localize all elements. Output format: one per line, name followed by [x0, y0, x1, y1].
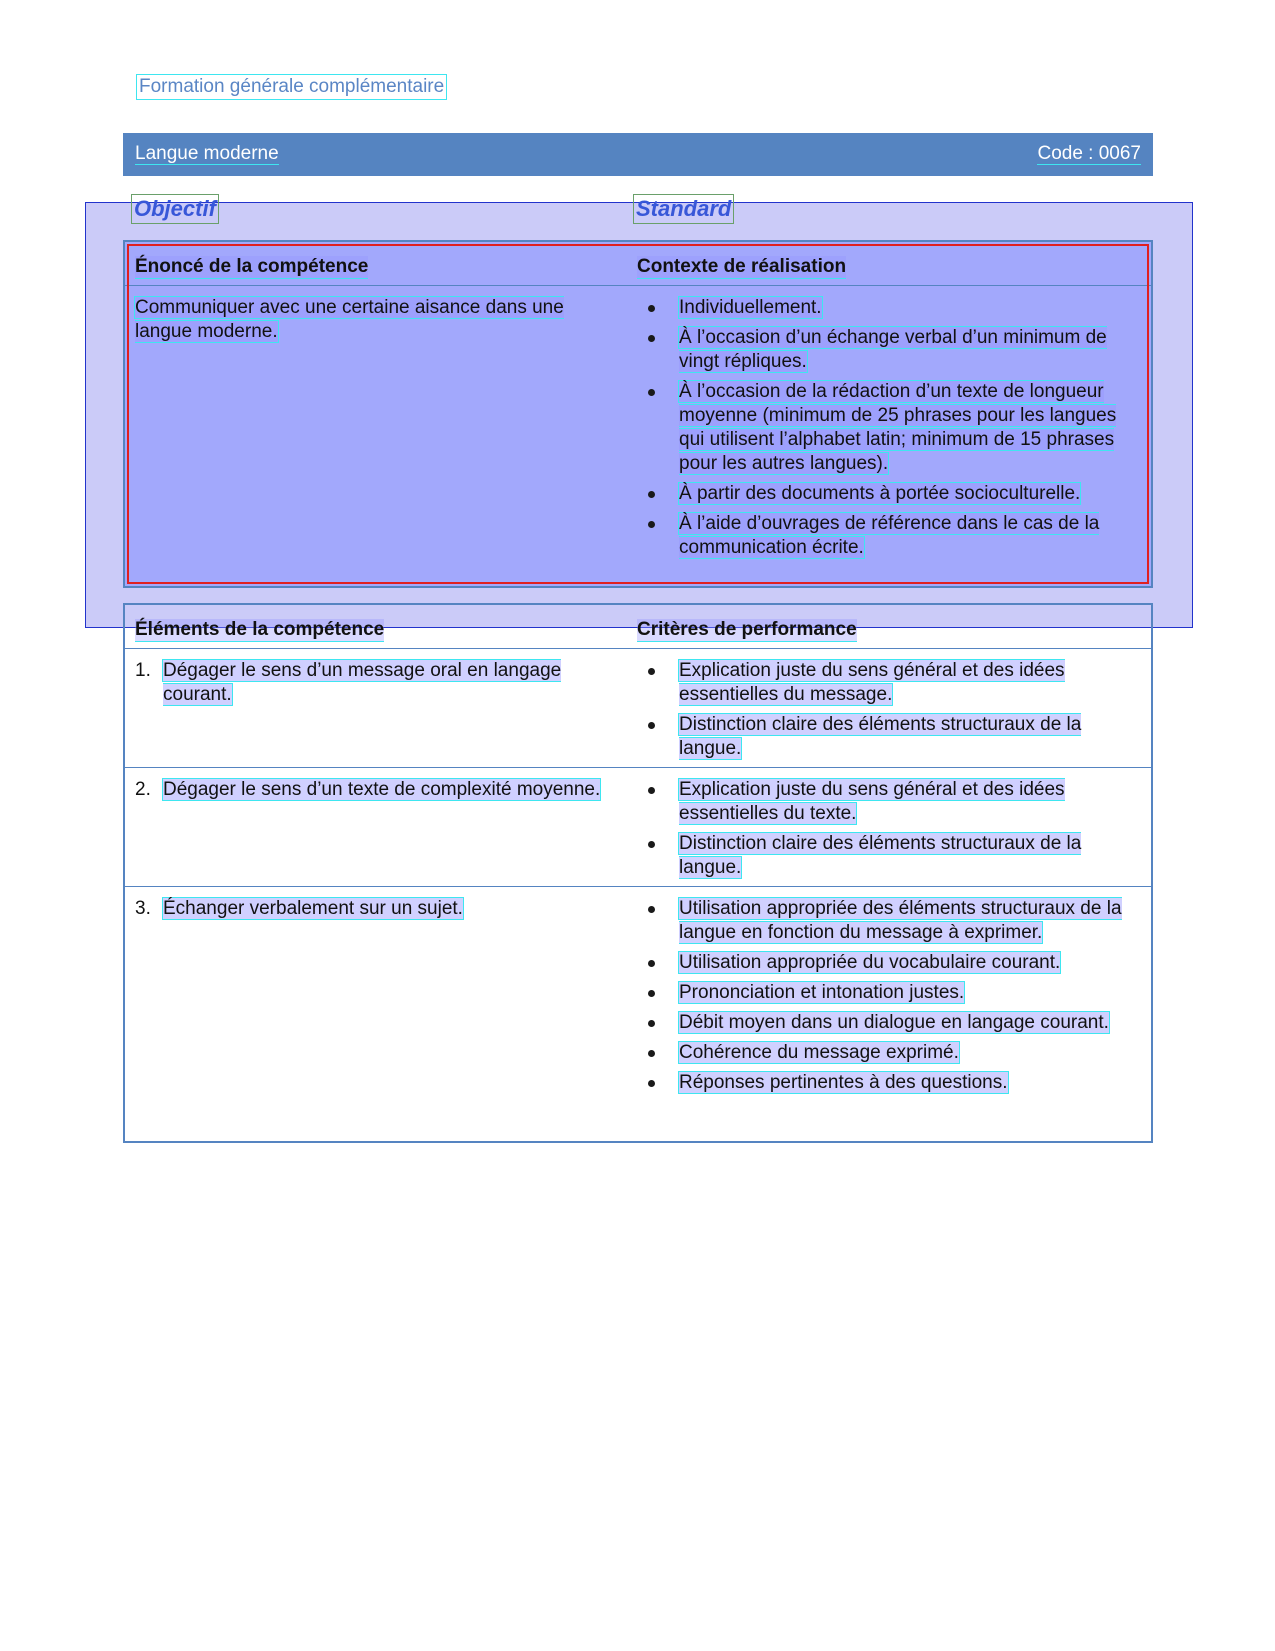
bullet-icon [637, 326, 679, 374]
criterion-item-text: Explication juste du sens général et des idées essentielles du texte. [679, 779, 1065, 824]
context-item [637, 482, 1135, 506]
element-row [125, 649, 1151, 768]
criterion-item [637, 951, 1135, 975]
criterion-item-text: Explication juste du sens général et des idées essentielles du message. [679, 660, 1065, 705]
competency-statement: Communiquer avec une certaine aisance dans une langue moderne. [135, 297, 564, 342]
elements-table-header [125, 605, 1151, 649]
bullet-icon [637, 981, 679, 1005]
statement-table-header [125, 242, 1151, 286]
bullet-icon [637, 713, 679, 761]
criterion-item-text: Utilisation appropriée des éléments structuraux de la langue en fonction du message à exprimer. [679, 898, 1122, 943]
course-header-bar [123, 133, 1153, 176]
bullet-icon [637, 778, 679, 826]
criterion-item-text: Cohérence du message exprimé. [679, 1042, 959, 1063]
criterion-item-text: Débit moyen dans un dialogue en langage courant. [679, 1012, 1109, 1033]
statement-header: Énoncé de la compétence [135, 256, 369, 277]
criterion-item [637, 897, 1135, 945]
criterion-item-text: Distinction claire des éléments structuraux de la langue. [679, 833, 1082, 878]
bullet-icon [637, 482, 679, 506]
bullet-icon [637, 380, 679, 476]
statement-table-row [125, 286, 1151, 566]
element-text: Dégager le sens d’un texte de complexité moyenne. [163, 779, 601, 800]
context-item-text: À l’aide d’ouvrages de référence dans le cas de la communication écrite. [679, 513, 1100, 558]
criterion-item [637, 1041, 1135, 1065]
criterion-item [637, 659, 1135, 707]
course-code: Code : 0067 [1037, 143, 1141, 164]
bullet-icon [637, 832, 679, 880]
element-row [125, 887, 1151, 1101]
context-item [637, 380, 1135, 476]
bullet-icon [637, 1071, 679, 1095]
criterion-item-text: Réponses pertinentes à des questions. [679, 1072, 1008, 1093]
bullet-icon [637, 951, 679, 975]
elements-header: Éléments de la compétence [135, 619, 385, 640]
criterion-item-text: Utilisation appropriée du vocabulaire courant. [679, 952, 1061, 973]
criterion-item [637, 778, 1135, 826]
context-item [637, 296, 1135, 320]
criteria-list [637, 659, 1135, 761]
objective-heading: Objectif [131, 194, 219, 224]
context-header: Contexte de réalisation [637, 256, 847, 277]
bullet-icon [637, 1011, 679, 1035]
program-title: Formation générale complémentaire [136, 74, 447, 100]
standard-heading: Standard [633, 194, 734, 224]
bullet-icon [637, 897, 679, 945]
criterion-item [637, 1071, 1135, 1095]
criterion-item [637, 981, 1135, 1005]
bullet-icon [637, 659, 679, 707]
context-item-text: À l’occasion d’un échange verbal d’un minimum de vingt répliques. [679, 327, 1107, 372]
elements-rows [125, 649, 1151, 1101]
criteria-header: Critères de performance [637, 619, 857, 640]
criteria-list [637, 897, 1135, 1095]
criterion-item-text: Prononciation et intonation justes. [679, 982, 965, 1003]
element-text: Dégager le sens d’un message oral en langage courant. [163, 660, 562, 705]
course-name: Langue moderne [135, 143, 279, 164]
element-number: 1. [135, 660, 151, 681]
criterion-item [637, 1011, 1135, 1035]
element-text: Échanger verbalement sur un sujet. [163, 898, 463, 919]
bullet-icon [637, 512, 679, 560]
element-row [125, 768, 1151, 887]
context-item-text: À partir des documents à portée socioculturelle. [679, 483, 1081, 504]
criterion-item [637, 832, 1135, 880]
context-list [637, 296, 1135, 560]
bullet-icon [637, 296, 679, 320]
context-item-text: Individuellement. [679, 297, 822, 318]
element-number: 2. [135, 779, 151, 800]
bullet-icon [637, 1041, 679, 1065]
element-number: 3. [135, 898, 151, 919]
criterion-item-text: Distinction claire des éléments structuraux de la langue. [679, 714, 1082, 759]
context-item [637, 512, 1135, 560]
elements-criteria-table [123, 603, 1153, 1143]
context-item-text: À l’occasion de la rédaction d’un texte de longueur moyenne (minimum de 25 phrases pour les langues qui utilisent l’alphabet latin; minimum de 15 phrases pour les autres langues). [679, 381, 1117, 474]
criteria-list [637, 778, 1135, 880]
competency-statement-table [123, 240, 1153, 588]
context-item [637, 326, 1135, 374]
criterion-item [637, 713, 1135, 761]
